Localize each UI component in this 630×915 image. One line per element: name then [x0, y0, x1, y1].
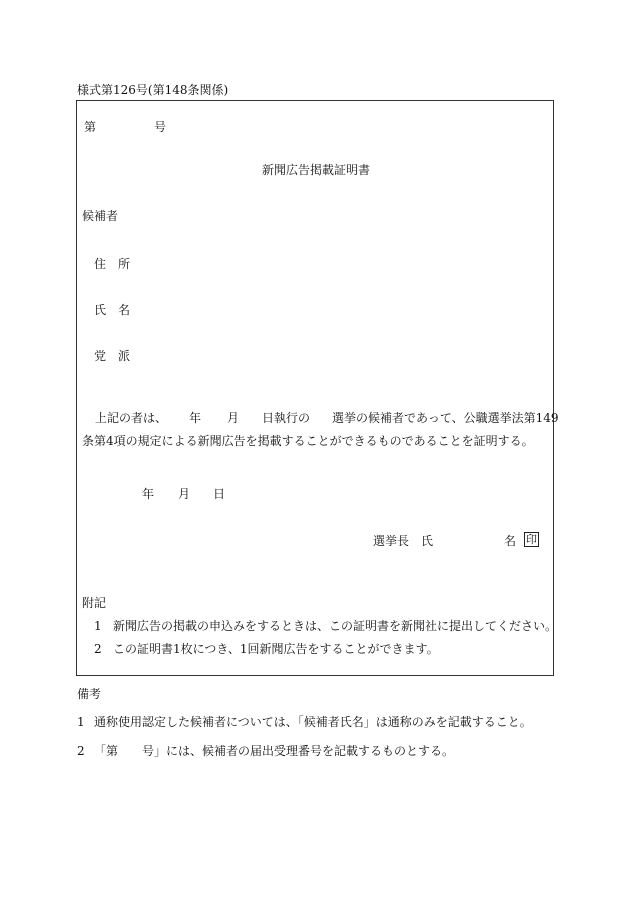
appendix-item2: この証明書1枚につき、1回新聞広告をすることができます。	[113, 642, 439, 656]
body-day-exec: 日執行の	[262, 411, 311, 425]
body-line2: 条第4項の規定による新聞広告を掲載することができるものであることを証明する。	[82, 434, 534, 448]
body-year: 年	[189, 411, 202, 425]
appendix-item1-num: 1	[94, 619, 102, 633]
address-label: 住 所	[94, 257, 131, 271]
appendix-item2-num: 2	[94, 642, 102, 656]
date-month: 月	[178, 487, 191, 501]
body-line1-start: 上記の者は、	[95, 411, 168, 425]
appendix-item1: 新聞広告の掲載の申込みをするときは、この証明書を新聞社に提出してください。	[113, 619, 558, 633]
body-month: 月	[227, 411, 240, 425]
notes-item2: 「第 号」には、候補者の届出受理番号を記載するものとする。	[94, 744, 455, 758]
name-label: 氏 名	[94, 303, 131, 317]
seal-stamp-box: 印	[526, 533, 537, 546]
notes-heading: 備考	[77, 687, 102, 701]
party-label: 党 派	[94, 349, 131, 363]
number-suffix: 号	[154, 120, 167, 134]
date-year: 年	[142, 487, 155, 501]
certificate-title: 新聞広告掲載証明書	[262, 163, 371, 177]
notes-item2-num: 2	[77, 744, 85, 758]
notes-item1: 通称使用認定した候補者については、「候補者氏名」は通称のみを記載すること。	[94, 715, 532, 729]
signer-name-suffix: 名	[504, 534, 517, 548]
date-day: 日	[213, 487, 226, 501]
form-reference: 様式第126号(第148条関係)	[77, 83, 229, 97]
certificate-frame	[76, 100, 554, 676]
candidate-heading: 候補者	[82, 209, 119, 223]
appendix-heading: 附記	[82, 596, 107, 610]
number-prefix: 第	[84, 120, 97, 134]
signer-title: 選挙長 氏	[373, 534, 434, 548]
notes-item1-num: 1	[77, 715, 85, 729]
body-line1-end: 選挙の候補者であって、公職選挙法第149	[332, 411, 559, 425]
